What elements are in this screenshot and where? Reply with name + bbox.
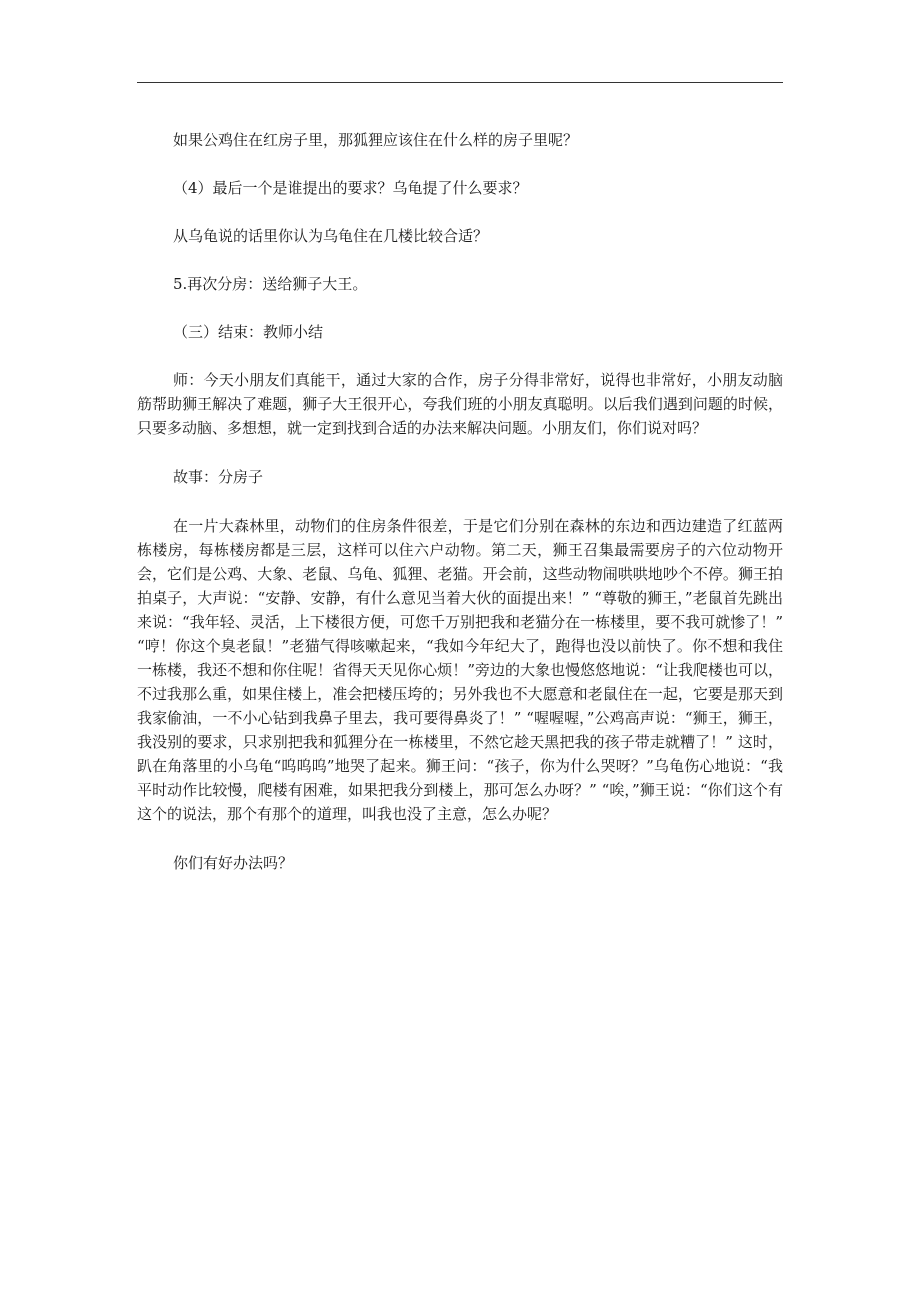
paragraph-1: 如果公鸡住在红房子里，那狐狸应该住在什么样的房子里呢？	[173, 131, 579, 149]
paragraph-4: 5.再次分房：送给狮子大王。	[173, 275, 368, 293]
paragraph-5: （三）结束：教师小结	[173, 323, 324, 341]
paragraph-7: 故事：分房子	[173, 468, 264, 486]
header-rule	[137, 82, 783, 83]
paragraph-3: 从乌龟说的话里你认为乌龟住在几楼比较合适？	[173, 227, 489, 245]
document-body	[137, 128, 783, 875]
story-paragraph: 在一片大森林里，动物们的住房条件很差，于是它们分别在森林的东边和西边建造了红蓝两栋楼房，每栋楼房都是三层，这样可以住六户动物。第二天，狮王召集最需要房子的六位动物开会，它们是公鸡、大象、老鼠、乌龟、狐狸、老猫。开会前，这些动物闹哄哄地吵个不停。狮王拍拍桌子，大声说：“安静、安静，有什么意见当着大伙的面提出来！” “尊敬的狮王，”老鼠首先跳出来说：“我年轻、灵活，上下楼很方便，可您千万别把我和老猫分在一栋楼里，要不我可就惨了！” “哼！你这个臭老鼠！”老猫气得咳嗽起来，“我如今年纪大了，跑得也没以前快了。你不想和我住一栋楼，我还不想和你住呢！省得天天见你心烦！”旁边的大象也慢悠悠地说：“让我爬楼也可以，不过我那么重，如果住楼上，准会把楼压垮的；另外我也不大愿意和老鼠住在一起，它要是那天到我家偷油，一不小心钻到我鼻子里去，我可要得鼻炎了！” “喔喔喔，”公鸡高声说：“狮王，狮王，我没别的要求，只求别把我和狐狸分在一栋楼里，不然它趁天黑把我的孩子带走就糟了！” 这时，趴在角落里的小乌龟“呜呜呜”地哭了起来。狮王问：“孩子，你为什么哭呀？”乌龟伤心地说：“我平时动作比较慢，爬楼有困难，如果把我分到楼上，那可怎么办呀？” “唉，”狮王说：“你们这个有这个的说法，那个有那个的道理，叫我也没了主意，怎么办呢？	[137, 517, 783, 823]
closing-question: 你们有好办法吗？	[173, 854, 294, 872]
paragraph-6: 师：今天小朋友们真能干，通过大家的合作，房子分得非常好，说得也非常好，小朋友动脑筋帮助狮王解决了难题，狮子大王很开心，夸我们班的小朋友真聪明。以后我们遇到问题的时候，只要多动脑、多想想，就一定到找到合适的办法来解决问题。小朋友们，你们说对吗？	[137, 371, 783, 437]
paragraph-2: （4）最后一个是谁提出的要求？乌龟提了什么要求？	[173, 179, 528, 197]
